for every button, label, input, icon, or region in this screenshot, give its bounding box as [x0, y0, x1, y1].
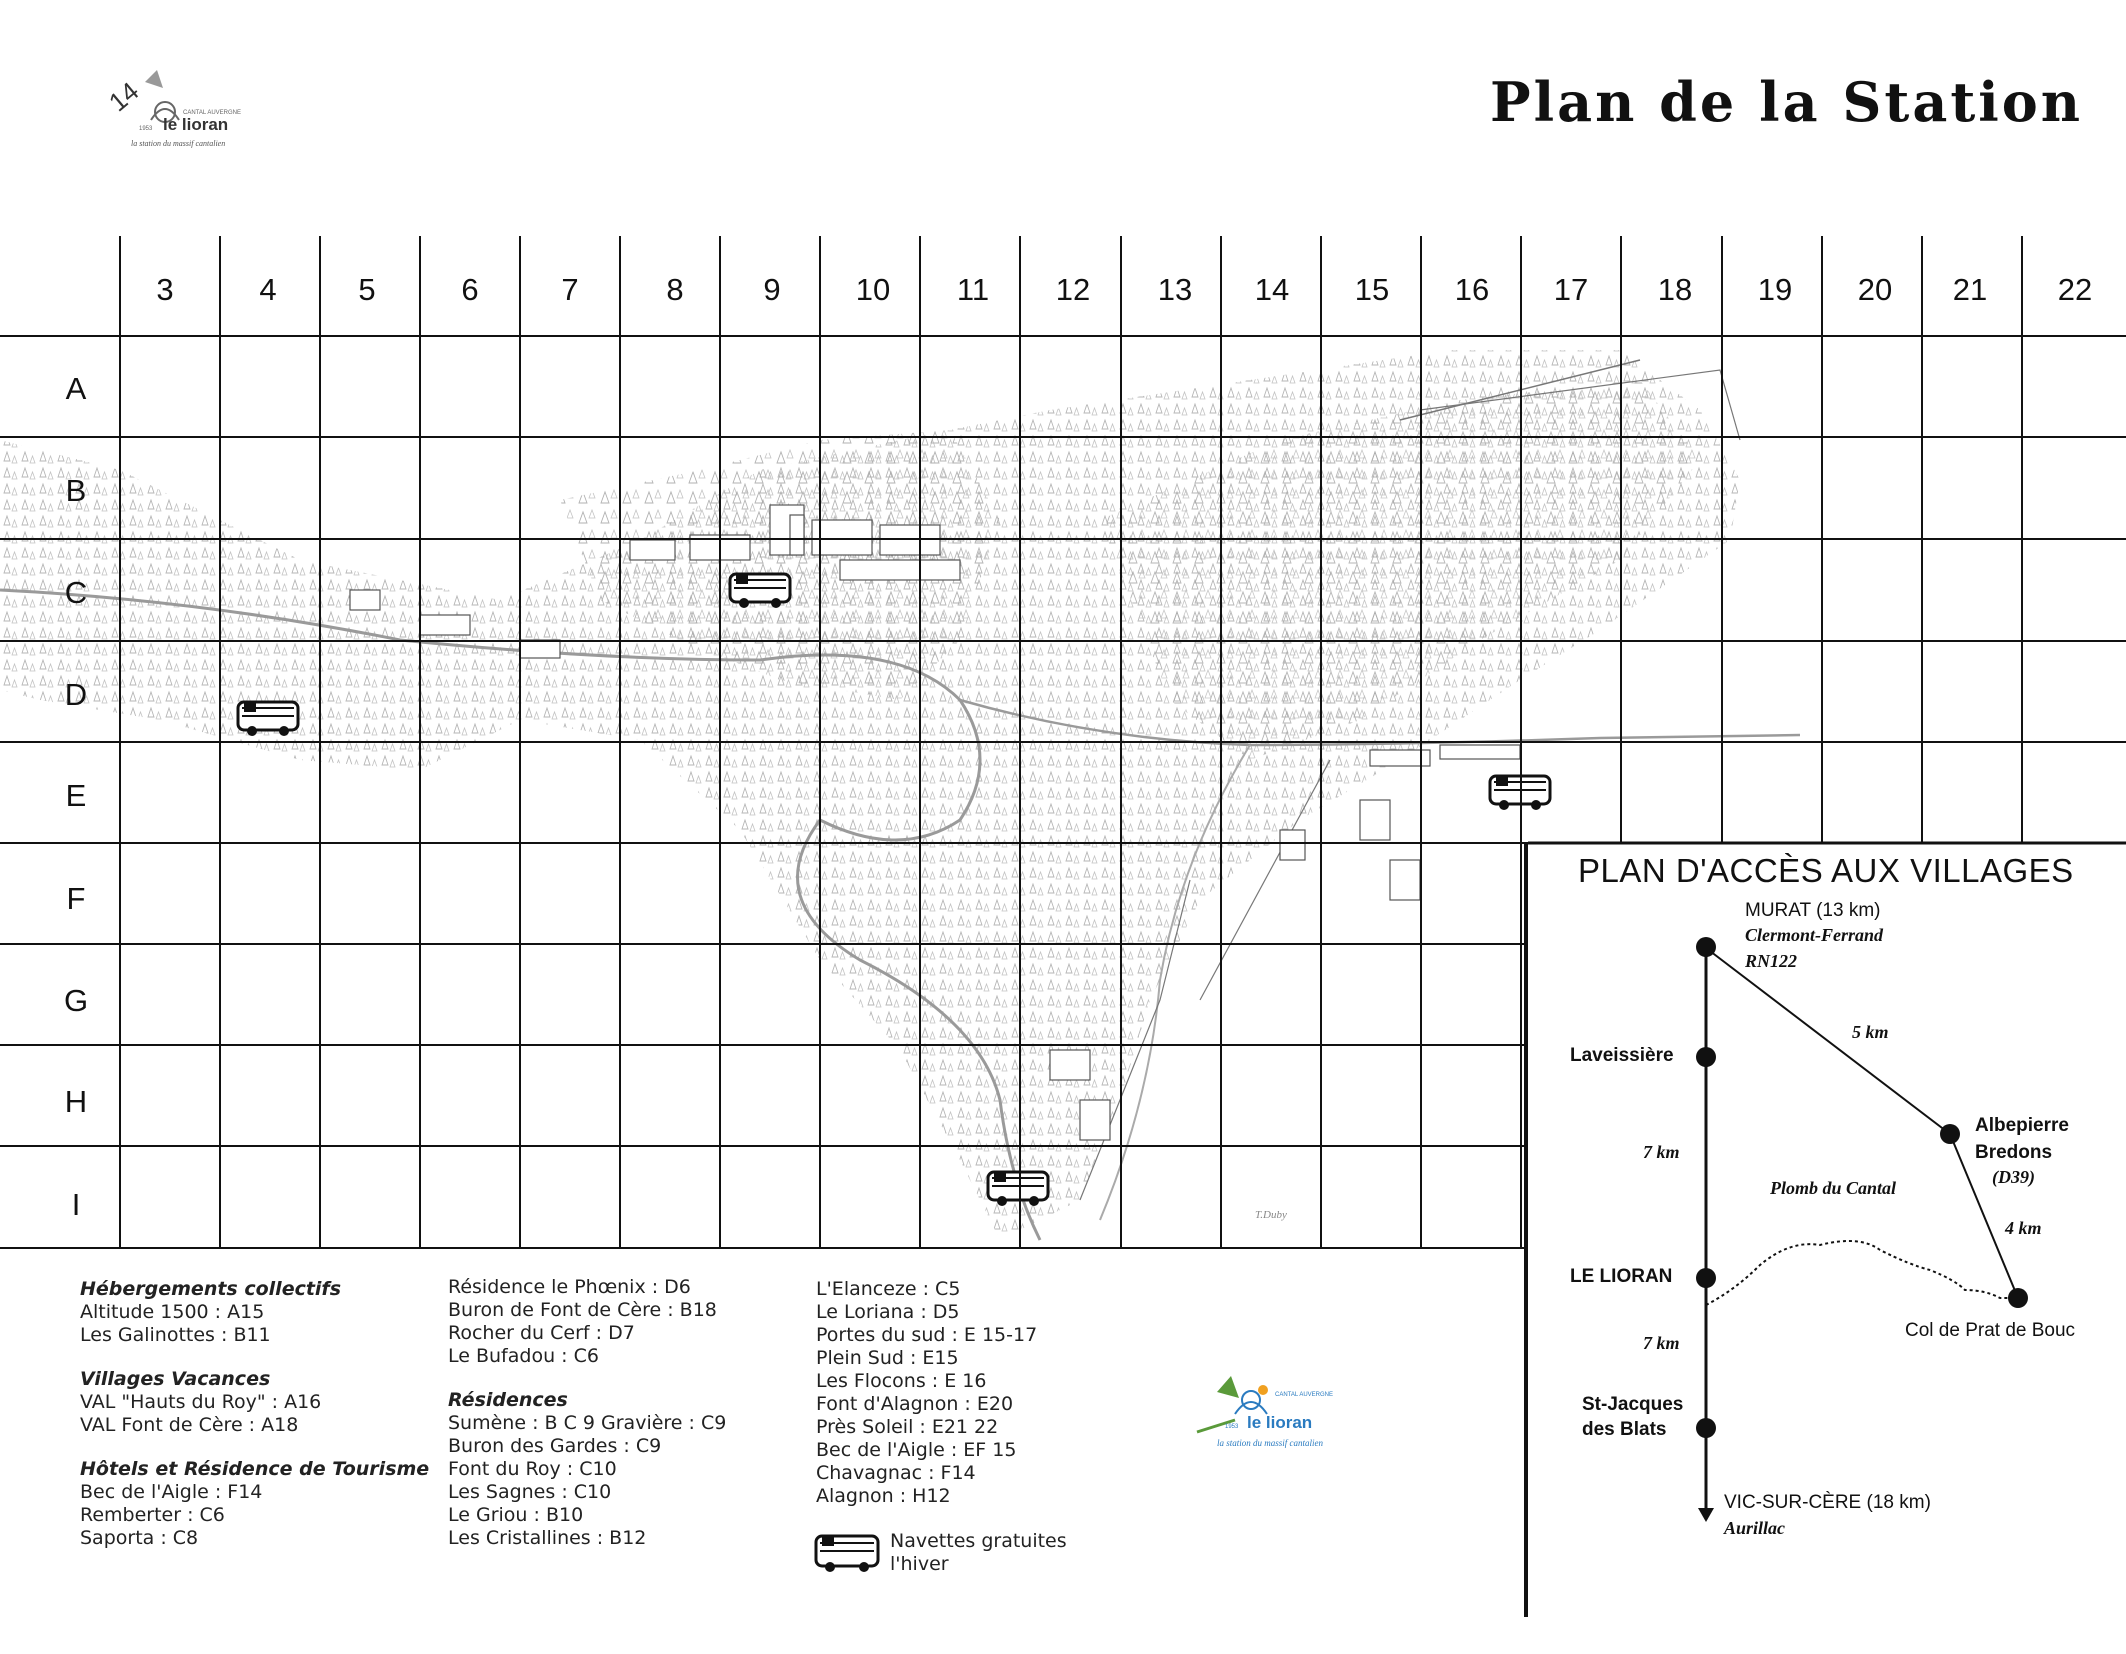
legend-item: Alagnon : H12: [816, 1485, 951, 1507]
label-clermont: Clermont-Ferrand: [1745, 925, 1884, 945]
legend-item: Près Soleil : E21 22: [816, 1416, 999, 1438]
legend-item: Bec de l'Aigle : F14: [80, 1481, 263, 1503]
grid-row-label: D: [64, 677, 88, 712]
artist-signature: T.Duby: [1255, 1209, 1287, 1221]
grid-column-label: 22: [2057, 272, 2093, 307]
shuttle-legend-line: l'hiver: [890, 1553, 949, 1575]
label-d39: (D39): [1992, 1167, 2035, 1187]
legend-accommodations-collective: [80, 1278, 429, 1550]
grid-column-label: 18: [1657, 272, 1693, 307]
grid-column-label: 13: [1157, 272, 1193, 307]
legend-item: Remberter : C6: [80, 1504, 225, 1526]
label-murat: MURAT (13 km): [1745, 900, 1881, 921]
shuttle-icon: [238, 702, 298, 736]
legend-item: Chavagnac : F14: [816, 1462, 976, 1484]
legend-item: L'Elanceze : C5: [816, 1278, 961, 1300]
grid-column-label: 12: [1055, 272, 1091, 307]
label-7km-b: 7 km: [1643, 1333, 1680, 1353]
grid-column-label: 5: [358, 272, 376, 307]
label-col-prat-de-bouc: Col de Prat de Bouc: [1905, 1320, 2076, 1341]
legend-item: Portes du sud : E 15-17: [816, 1324, 1038, 1346]
station-logo-small: [1197, 1376, 1333, 1448]
grid-row-label: F: [66, 881, 86, 916]
label-albepierre: Albepierre: [1975, 1115, 2069, 1136]
label-vic-sur-cere: VIC-SUR-CÈRE (18 km): [1724, 1492, 1931, 1513]
logo-region: CANTAL AUVERGNE: [1275, 1392, 1334, 1398]
legend-item: Rocher du Cerf : D7: [448, 1322, 635, 1344]
legend-item: Le Bufadou : C6: [448, 1345, 599, 1367]
legend-item: Altitude 1500 : A15: [80, 1301, 265, 1323]
grid-column-label: 14: [1254, 272, 1290, 307]
grid-column-label: 7: [561, 272, 579, 307]
access-plan-title: PLAN D'ACCÈS AUX VILLAGES: [1578, 852, 2074, 889]
legend-item: VAL Font de Cère : A18: [80, 1414, 299, 1436]
shuttle-legend-icon: [816, 1536, 878, 1572]
legend-residences: [448, 1276, 726, 1550]
label-rn122: RN122: [1745, 951, 1798, 971]
label-aurillac: Aurillac: [1724, 1518, 1786, 1538]
grid-row-label: E: [65, 778, 87, 813]
grid-column-label: 10: [855, 272, 891, 307]
legend-item: Les Cristallines : B12: [448, 1527, 647, 1549]
grid-column-label: 19: [1757, 272, 1793, 307]
legend-item: Les Sagnes : C10: [448, 1481, 612, 1503]
grid-row-label: I: [71, 1187, 81, 1222]
label-bredons: Bredons: [1975, 1142, 2053, 1163]
grid-column-label: 20: [1857, 272, 1893, 307]
logo-tagline: la station du massif cantalien: [1217, 1438, 1324, 1448]
legend-item: Font du Roy : C10: [448, 1458, 617, 1480]
grid-column-label: 6: [461, 272, 479, 307]
grid-column-label: 11: [956, 272, 990, 307]
shuttle-legend-line: Navettes gratuites: [890, 1530, 1067, 1552]
legend-heading: Résidences: [448, 1389, 568, 1411]
logo-year: 1953: [1225, 1424, 1239, 1430]
legend-item: Buron de Font de Cère : B18: [448, 1299, 717, 1321]
label-7km-a: 7 km: [1643, 1142, 1680, 1162]
logo-tagline: la station du massif cantalien: [131, 139, 226, 148]
legend-item: Les Flocons : E 16: [816, 1370, 987, 1392]
legend-item: Bec de l'Aigle : EF 15: [816, 1439, 1017, 1461]
legend-item: Le Griou : B10: [448, 1504, 584, 1526]
label-le-lioran: LE LIORAN: [1570, 1266, 1673, 1287]
legend-residences-2: [816, 1278, 1037, 1508]
logo-brand: le lioran: [1247, 1413, 1313, 1432]
grid-row-label: H: [64, 1084, 88, 1119]
shuttle-legend-label: [890, 1530, 1067, 1576]
grid-column-label: 3: [156, 272, 174, 307]
shuttle-icon: [988, 1172, 1048, 1206]
grid-column-label: 9: [763, 272, 781, 307]
legend-heading: Villages Vacances: [80, 1368, 271, 1390]
legend-item: VAL "Hauts du Roy" : A16: [80, 1391, 322, 1413]
logo-number: 14: [105, 75, 145, 118]
legend-item: Buron des Gardes : C9: [448, 1435, 662, 1457]
label-plomb: Plomb du Cantal: [1770, 1178, 1897, 1198]
legend-item: Plein Sud : E15: [816, 1347, 959, 1369]
grid-row-label: B: [65, 473, 87, 508]
label-laveissiere: Laveissière: [1570, 1045, 1674, 1066]
grid-column-label: 8: [666, 272, 684, 307]
grid-column-label: 16: [1454, 272, 1490, 307]
grid-row-label: C: [64, 575, 88, 610]
grid-row-label: G: [63, 983, 89, 1018]
label-st-jacques: St-Jacques: [1582, 1394, 1684, 1415]
page-title: Plan de la Station: [1490, 70, 2084, 134]
legend-item: Les Galinottes : B11: [80, 1324, 271, 1346]
grid-column-label: 17: [1553, 272, 1589, 307]
legend-item: Résidence le Phœnix : D6: [448, 1276, 691, 1298]
legend-item: Saporta : C8: [80, 1527, 199, 1549]
grid-column-label: 15: [1354, 272, 1390, 307]
logo-region: CANTAL AUVERGNE: [183, 110, 242, 116]
legend-item: Sumène : B C 9 Gravière : C9: [448, 1412, 727, 1434]
legend-item: Le Loriana : D5: [816, 1301, 960, 1323]
grid-row-label: A: [65, 371, 87, 406]
logo-year: 1953: [139, 126, 153, 132]
grid-column-label: 4: [259, 272, 277, 307]
label-des-blats: des Blats: [1582, 1419, 1667, 1440]
label-4km: 4 km: [2005, 1218, 2042, 1238]
legend-heading: Hôtels et Résidence de Tourisme: [80, 1458, 430, 1480]
shuttle-icon: [730, 574, 790, 608]
grid-column-label: 21: [1952, 272, 1988, 307]
legend-heading: Hébergements collectifs: [80, 1278, 342, 1300]
label-5km: 5 km: [1852, 1022, 1889, 1042]
logo-brand: le lioran: [163, 115, 229, 134]
legend-item: Font d'Alagnon : E20: [816, 1393, 1014, 1415]
